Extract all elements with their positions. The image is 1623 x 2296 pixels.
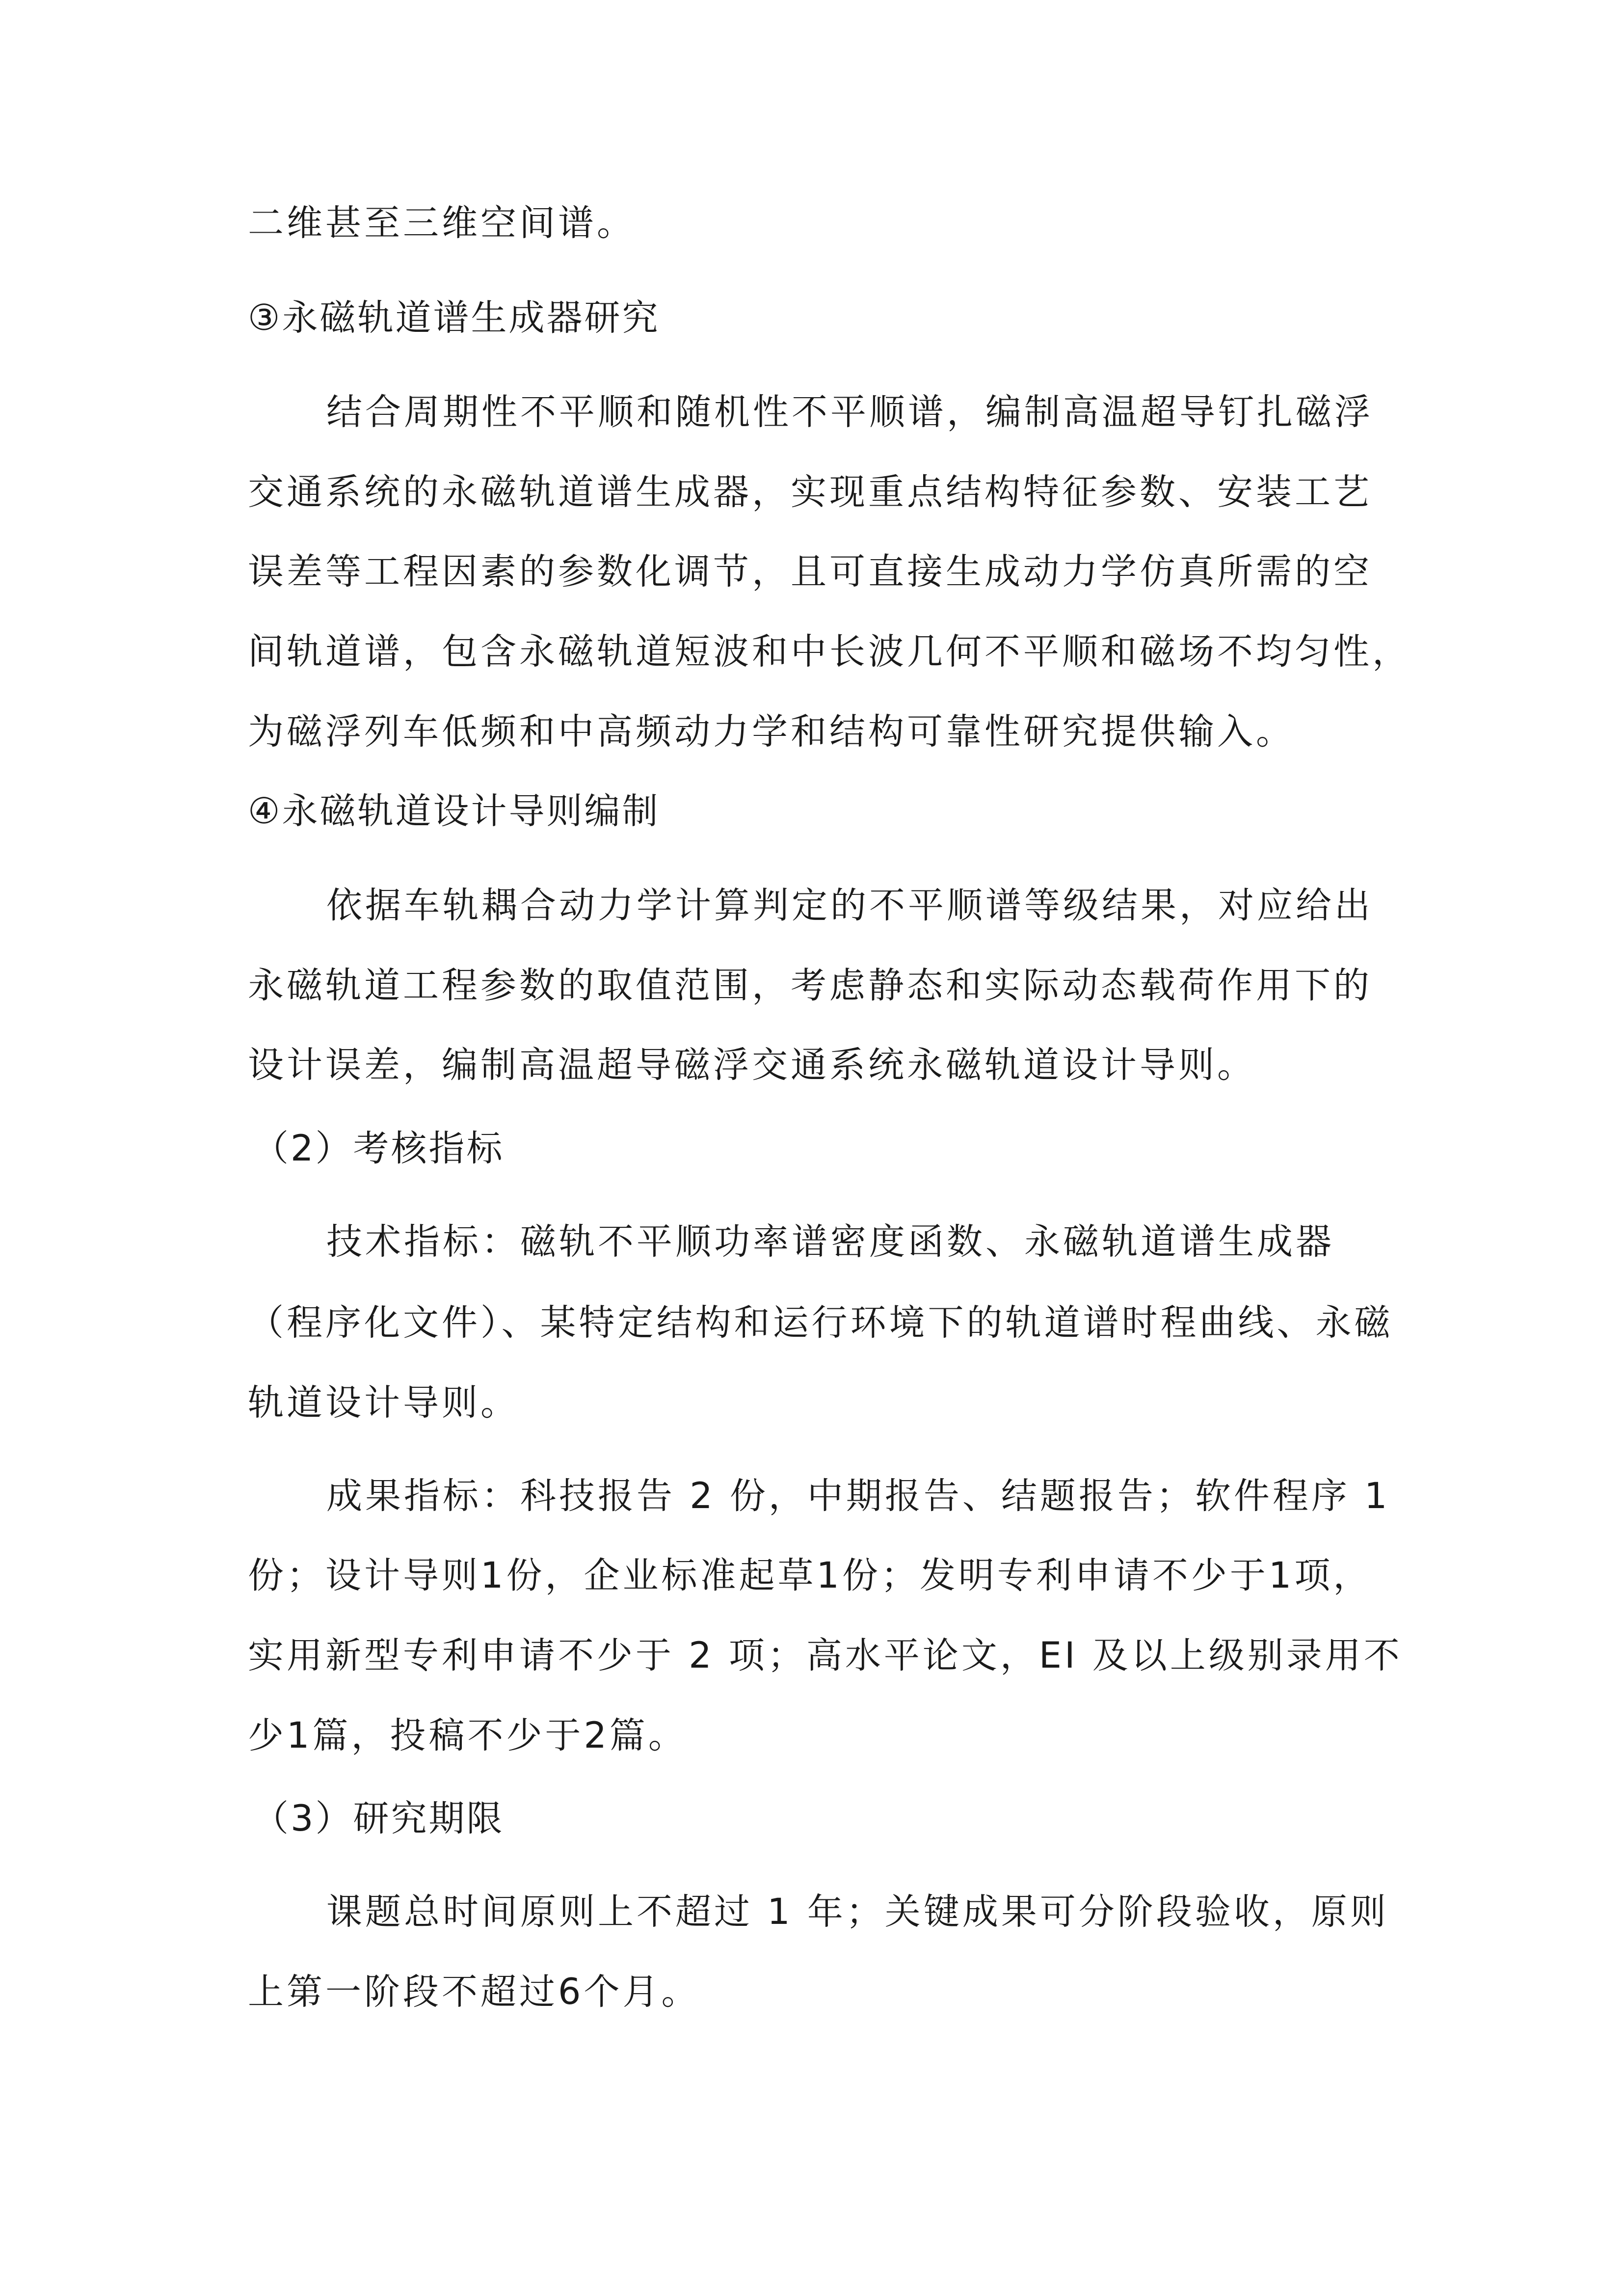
- paragraph-line: 误差等工程因素的参数化调节，且可直接生成动力学仿真所需的空: [248, 551, 1372, 593]
- paragraph-line: 成果指标：科技报告 2 份，中期报告、结题报告；软件程序 1: [326, 1475, 1390, 1517]
- paragraph-line: 为磁浮列车低频和中高频动力学和结构可靠性研究提供输入。: [248, 711, 1295, 753]
- section-heading-track-spectrum-generator: ③永磁轨道谱生成器研究: [248, 297, 660, 339]
- paragraph-line: 上第一阶段不超过6个月。: [248, 1971, 700, 2013]
- section-heading-design-guideline: ④永磁轨道设计导则编制: [248, 790, 660, 832]
- paragraph-line: 间轨道谱，包含永磁轨道短波和中长波几何不平顺和磁场不均匀性，: [248, 631, 1411, 673]
- paragraph-line: 交通系统的永磁轨道谱生成器，实现重点结构特征参数、安装工艺: [248, 471, 1372, 513]
- paragraph-line: 永磁轨道工程参数的取值范围，考虑静态和实际动态载荷作用下的: [248, 965, 1372, 1006]
- paragraph-line: （程序化文件）、某特定结构和运行环境下的轨道谱时程曲线、永磁: [248, 1302, 1393, 1344]
- paragraph-line: 轨道设计导则。: [248, 1382, 519, 1424]
- paragraph-line: 实用新型专利申请不少于 2 项；高水平论文，EI 及以上级别录用不: [248, 1635, 1403, 1676]
- paragraph-line: 设计误差，编制高温超导磁浮交通系统永磁轨道设计导则。: [248, 1044, 1256, 1086]
- paragraph-line: 份；设计导则1份，企业标准起草1份；发明专利申请不少于1项，: [248, 1555, 1372, 1596]
- paragraph-line: 课题总时间原则上不超过 1 年；关键成果可分阶段验收，原则: [326, 1891, 1389, 1933]
- paragraph-line: 技术指标：磁轨不平顺功率谱密度函数、永磁轨道谱生成器: [326, 1221, 1334, 1263]
- section-heading-research-period: （3）研究期限: [253, 1798, 505, 1839]
- paragraph-line: 结合周期性不平顺和随机性不平顺谱，编制高温超导钉扎磁浮: [326, 391, 1373, 433]
- paragraph-line-tail: 二维甚至三维空间谱。: [248, 202, 636, 244]
- paragraph-line: 依据车轨耦合动力学计算判定的不平顺谱等级结果，对应给出: [326, 885, 1373, 926]
- section-heading-assessment-indicators: （2）考核指标: [253, 1128, 505, 1169]
- paragraph-line: 少1篇，投稿不少于2篇。: [248, 1715, 687, 1756]
